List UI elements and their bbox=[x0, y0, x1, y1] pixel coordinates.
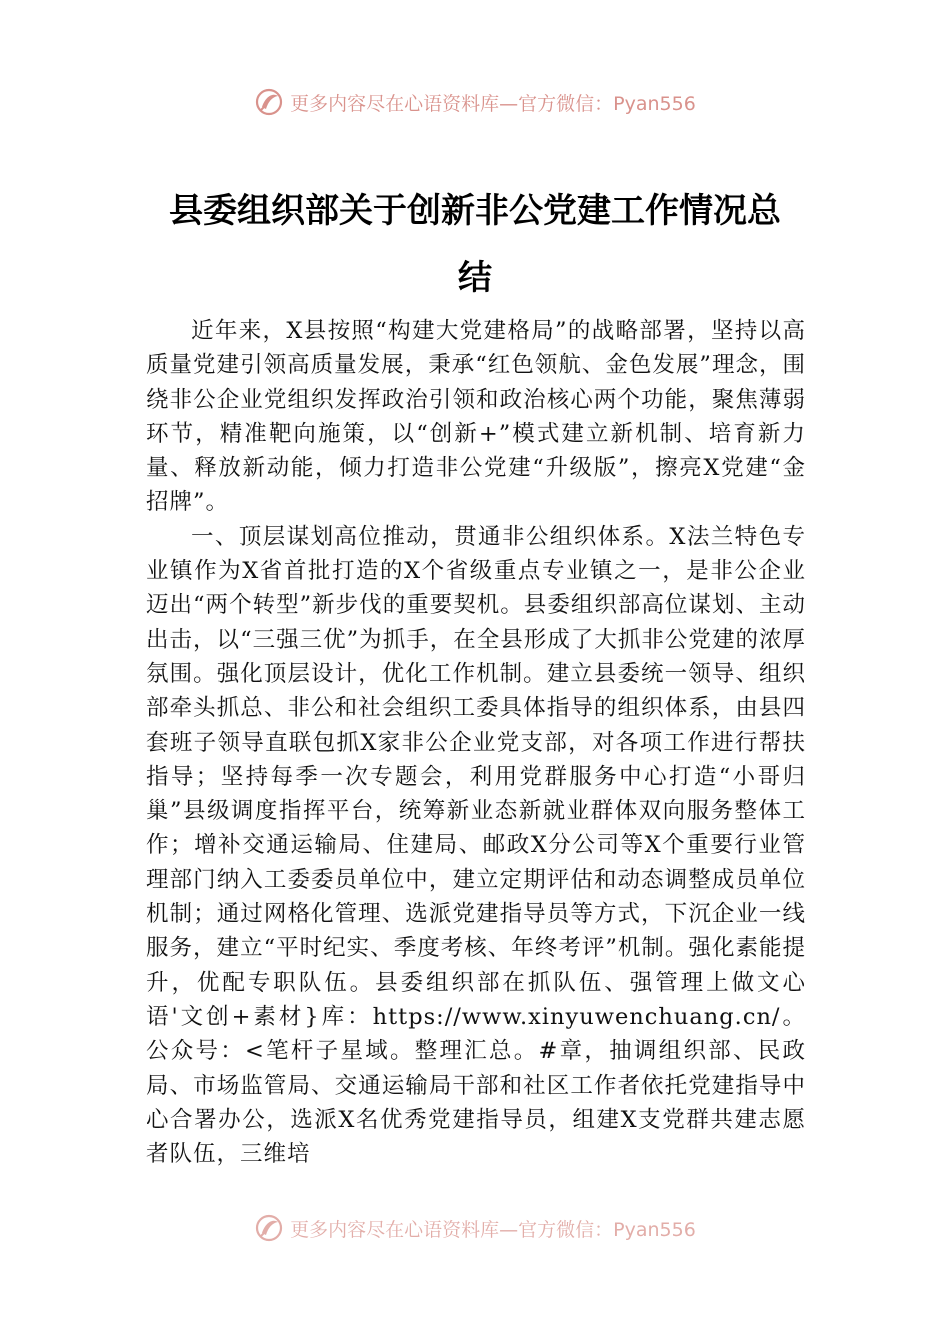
watermark-header bbox=[0, 84, 950, 120]
paragraph-intro: 近年来，X县按照“构建大党建格局”的战略部署，坚持以高质量党建引领高质量发展，秉承“红色领航、金色发展”理念，围绕非公企业党组织发挥政治引领和政治核心两个功能，聚焦薄弱环节，精准靶向施策，以“创新+”模式建立新机制、培育新力量、释放新动能，倾力打造非公党建“升级版”，擦亮X党建“金招牌”。 bbox=[146, 318, 806, 516]
document-body bbox=[146, 314, 806, 1171]
document-title-line-1: 县委组织部关于创新非公党建工作情况总 bbox=[169, 191, 781, 231]
watermark-footer bbox=[0, 1210, 950, 1246]
watermark-logo-icon bbox=[254, 1213, 284, 1243]
watermark-logo-icon bbox=[254, 87, 284, 117]
watermark-text: 更多内容尽在心语资料库—官方微信：Pyan556 bbox=[290, 92, 696, 115]
document-title-line-2: 结 bbox=[458, 258, 492, 298]
paragraph-section-1: 一、顶层谋划高位推动，贯通非公组织体系。X法兰特色专业镇作为X省首批打造的X个省级重点专业镇之一，是非公企业迈出“两个转型”新步伐的重要契机。县委组织部高位谋划、主动出击，以“三强三优”为抓手，在全县形成了大抓非公党建的浓厚氛围。强化顶层设计，优化工作机制。建立县委统一领导、组织部牵头抓总、非公和社会组织工委具体指导的组织体系，由县四套班子领导直联包抓X家非公企业党支部，对各项工作进行帮扶指导；坚持每季一次专题会，利用党群服务中心打造“小哥归巢”县级调度指挥平台，统筹新业态新就业群体双向服务整体工作；增补交通运输局、住建局、邮政X分公司等X个重要行业管理部门纳入工委委员单位中，建立定期评估和动态调整成员单位机制；通过网格化管理、选派党建指导员等方式，下沉企业一线服务，建立“平时纪实、季度考核、年终考评”机制。强化素能提升，优配专职队伍。县委组织部在抓队伍、强管理上做文心语'文创+素材}库：https://www.xinyuwenchuang.cn/。公众号：<笔杆子星域。整理汇总。#章，抽调组织部、民政局、市场监管局、交通运输局干部和社区工作者依托党建指导中心合署办公，选派X名优秀党建指导员，组建X支党群共建志愿者队伍，三维培 bbox=[146, 523, 806, 1168]
watermark-text: 更多内容尽在心语资料库—官方微信：Pyan556 bbox=[290, 1218, 696, 1241]
